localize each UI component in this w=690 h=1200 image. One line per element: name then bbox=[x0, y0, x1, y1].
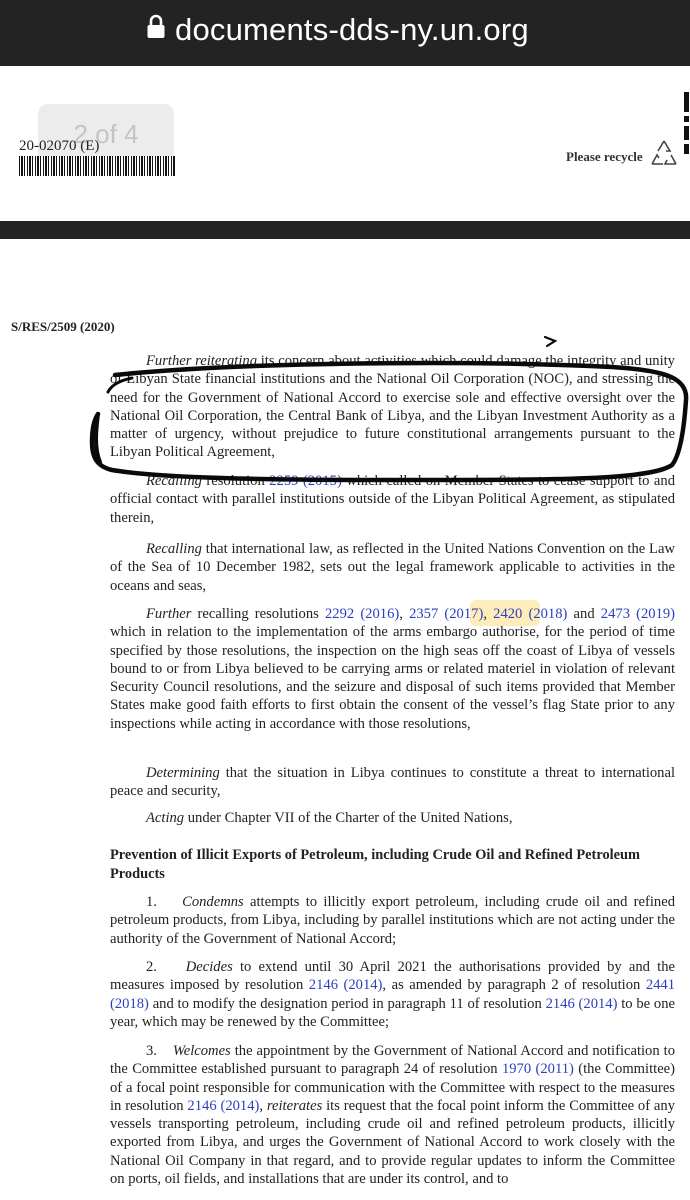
preamble-paragraph-4 bbox=[110, 605, 675, 733]
url-text: documents-dds-ny.un.org bbox=[175, 12, 529, 47]
resolution-link[interactable]: 2146 (2014) bbox=[308, 977, 383, 994]
document-symbol: S/RES/2509 (2020) bbox=[11, 319, 115, 334]
paragraph-text: its concern about activities which could damage the integrity and unity of Libyan State financial institutions and the National Oil Corporation (NOC), and stressing the need for the Government of National Accord to exercise sole and effective oversight over the National Oil Corporation, the Central Bank of Libya, and the Libyan Investment Authority as a matter of urgency, without prejudice to future constitutional arrangements pursuant to the Libyan Political Agreement, bbox=[110, 353, 675, 461]
scan-edge-icon bbox=[683, 90, 690, 160]
paragraph-text: that the situation in Libya continues to constitute a threat to international peace and security, bbox=[110, 765, 675, 800]
paragraph-lead: Further reiterating bbox=[146, 353, 258, 369]
paragraph-text: attempts to illicitly export petroleum, including crude oil and refined petroleum products, from Libya, including by parallel institutions which are not acting under the authority of the Government of National Accord; bbox=[110, 894, 675, 947]
paragraph-text: which in relation to the implementation of the arms embargo authorise, for the period of time specified by those resolutions, the inspection on the high seas off the coast of Libya of vessels bound to or from Libya believed to be carrying arms or related materiel in violation of relevant Security Council resolutions, and the seizure and disposal of such items provided that Member States make good faith efforts to first obtain the consent of the vessel’s flag State prior to any inspections while acting in accordance with those resolutions, bbox=[110, 624, 675, 732]
preamble-paragraph-3 bbox=[110, 540, 675, 595]
paragraph-text: its request that the focal point inform the Committee of any vessels transporting petroleum, including crude oil and refined petroleum products, illicitly exported from Libya, and urges the Government of National Accord to work closely with the National Oil Company in that regard, and to provide regular updates to inform the Committee on ports, oil fields, and installations that are under its control, and to bbox=[110, 1097, 676, 1188]
operative-paragraph-2 bbox=[110, 958, 675, 1031]
operative-paragraph-3 bbox=[110, 1042, 675, 1188]
paragraph-text: , bbox=[483, 606, 494, 622]
paragraph-text: (the Committee) of a focal point responsible for communication with the Committee with respect to the measures in resolution bbox=[110, 1061, 676, 1114]
barcode bbox=[19, 156, 176, 176]
paragraph-lead: Recalling bbox=[146, 541, 202, 557]
operative-paragraph-1 bbox=[110, 893, 675, 948]
paragraph-number: 1. bbox=[146, 894, 157, 910]
document-number: 20-02070 (E) bbox=[19, 138, 100, 154]
paragraph-lead: Acting bbox=[146, 810, 185, 826]
resolution-link[interactable]: 2441 (2018) bbox=[110, 977, 676, 1012]
paragraph-text: that international law, as reflected in the United Nations Convention on the Law of the Sea of 10 December 1982, sets out the legal framework applicable to activities in the oceans and seas, bbox=[110, 541, 675, 594]
resolution-link[interactable]: 2473 (2019) bbox=[600, 606, 676, 622]
paragraph-number: 2. bbox=[146, 959, 157, 975]
browser-address-bar bbox=[0, 0, 690, 66]
paragraph-number: 3. bbox=[146, 1043, 157, 1059]
paragraph-text: and bbox=[567, 606, 601, 622]
resolution-link[interactable]: 2146 (2014) bbox=[187, 1097, 260, 1114]
paragraph-text: , bbox=[399, 606, 410, 622]
paragraph-lead: Recalling bbox=[146, 473, 202, 489]
paragraph-lead: Welcomes bbox=[172, 1043, 231, 1059]
paragraph-text: the appointment by the Government of National Accord and notification to the Committee established pursuant to paragraph 24 of resolution bbox=[110, 1043, 675, 1078]
resolution-link[interactable]: 2146 (2014) bbox=[545, 995, 618, 1012]
resolution-link[interactable]: 2259 (2015) bbox=[269, 473, 342, 489]
paragraph-text: , as amended by paragraph 2 of resolution bbox=[382, 977, 646, 994]
paragraph-text: and to modify the designation period in paragraph 11 of resolution bbox=[148, 995, 546, 1012]
resolution-link[interactable]: 1970 (2011) bbox=[501, 1061, 574, 1078]
section-heading: Prevention of Illicit Exports of Petroleum, including Crude Oil and Refined Petroleum Products bbox=[110, 847, 641, 882]
preamble-paragraph-6 bbox=[110, 809, 675, 827]
recycle-text: Please recycle bbox=[566, 149, 643, 164]
url-field[interactable] bbox=[146, 12, 529, 48]
recycle-icon bbox=[648, 138, 680, 168]
resolution-link[interactable]: 2420 (2018) bbox=[493, 606, 568, 622]
preamble-paragraph-5 bbox=[110, 764, 675, 801]
paragraph-text: resolution bbox=[201, 473, 270, 489]
paragraph-text: , bbox=[259, 1097, 267, 1114]
paragraph-lead: Determining bbox=[146, 765, 220, 781]
paragraph-lead: Decides bbox=[185, 959, 233, 975]
page-indicator: 2 of 4 bbox=[38, 104, 174, 166]
paragraph-text: recalling resolutions bbox=[191, 606, 325, 622]
paragraph-text: to extend until 30 April 2021 the authorisations provided by and the measures imposed by resolution bbox=[110, 959, 675, 994]
paragraph-lead: Further bbox=[146, 606, 192, 622]
paragraph-text: under Chapter VII of the Charter of the United Nations, bbox=[184, 810, 513, 826]
paragraph-text: to be one year, which may be renewed by the Committee; bbox=[110, 995, 675, 1030]
paragraph-lead: reiterates bbox=[266, 1097, 323, 1114]
preamble-paragraph-1 bbox=[110, 352, 675, 462]
paragraph-text: which called on Member States to cease support to and official contact with parallel institutions outside of the Libyan Political Agreement, as stipulated therein, bbox=[110, 473, 675, 526]
page-divider bbox=[0, 221, 690, 239]
resolution-link[interactable]: 2292 (2016) bbox=[324, 606, 400, 622]
resolution-link[interactable]: 2357 (2017) bbox=[409, 606, 484, 622]
preamble-paragraph-2 bbox=[110, 472, 675, 527]
lock-icon bbox=[146, 12, 166, 48]
paragraph-lead: Condemns bbox=[182, 894, 244, 910]
